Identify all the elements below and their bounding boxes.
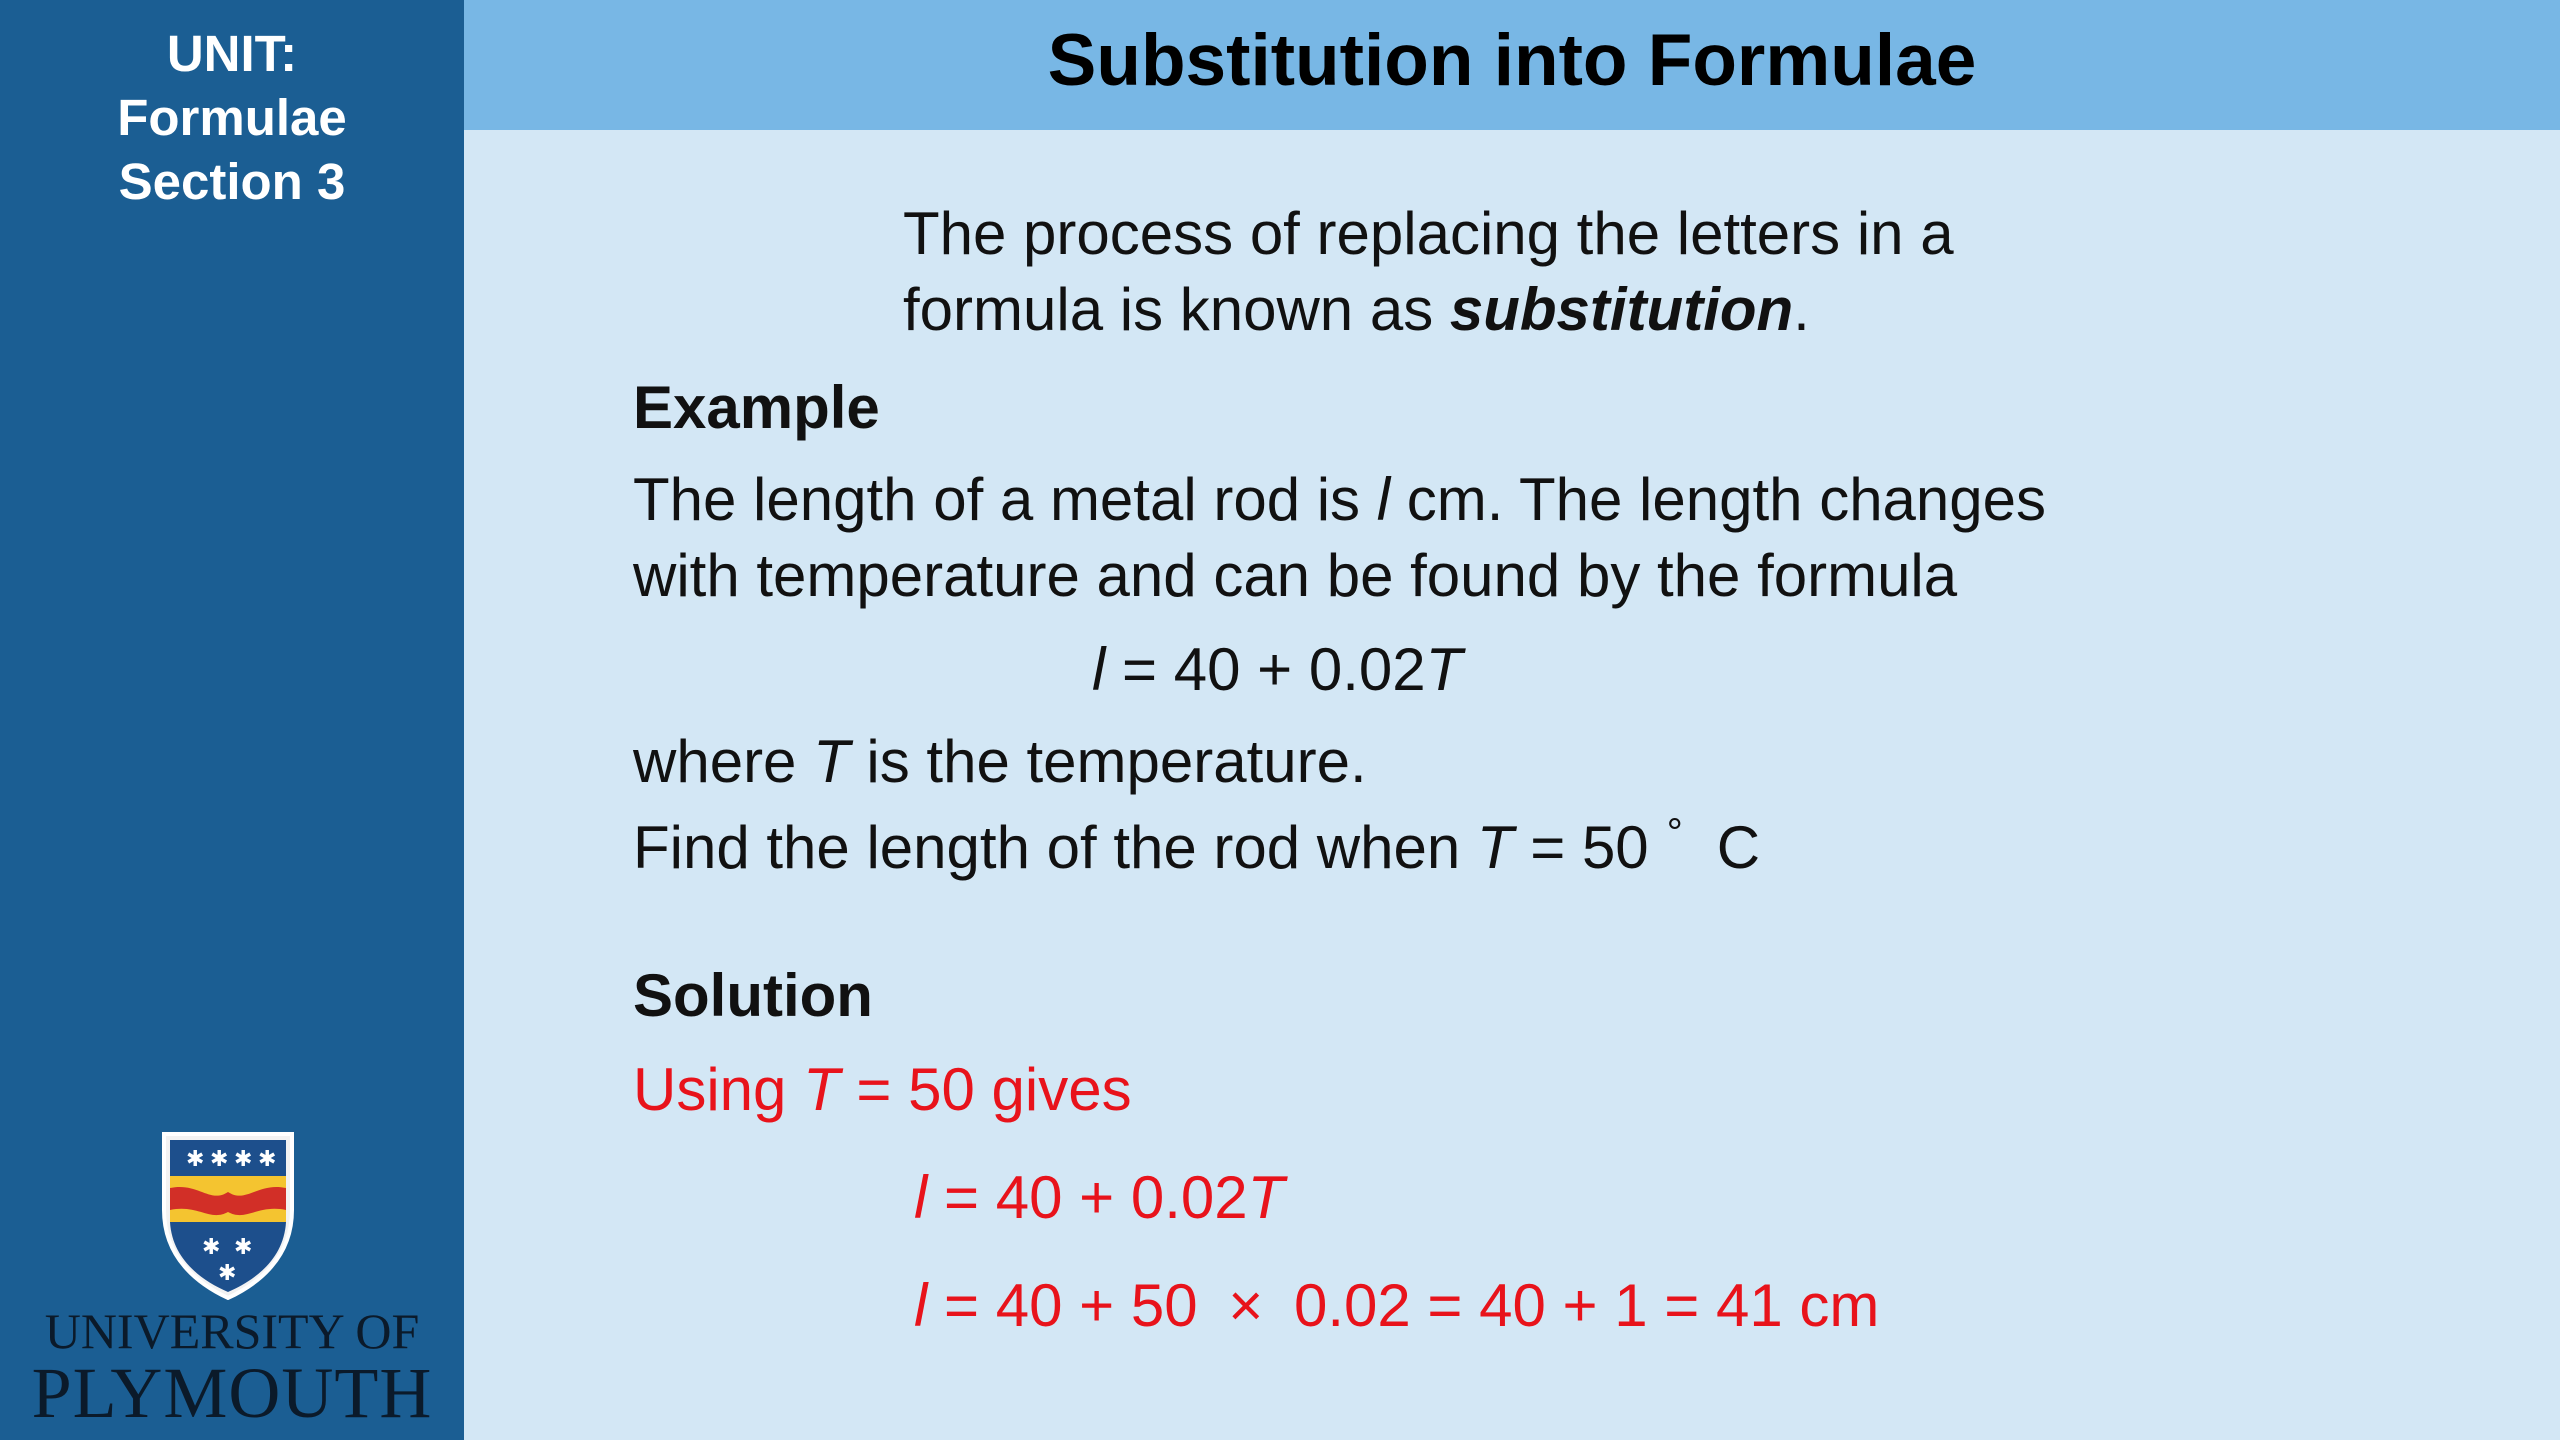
intro-period: . — [1793, 276, 1810, 343]
svg-text:✱: ✱ — [218, 1261, 237, 1286]
university-name-line1: UNIVERSITY OF — [44, 1303, 420, 1359]
degree-symbol: ° — [1666, 811, 1683, 855]
step-expression: = 40 + 50 — [927, 1272, 1215, 1339]
svg-text:✱: ✱ — [234, 1235, 253, 1260]
solution-text: = 50 gives — [839, 1056, 1132, 1123]
question-value: = 50 — [1513, 814, 1649, 881]
solution-line-1 — [633, 1052, 1132, 1128]
step-expression: 0.02 = 40 + 1 = 41 cm — [1277, 1272, 1880, 1339]
question-line — [633, 810, 1760, 893]
times-symbol: × — [1228, 1272, 1264, 1339]
variable-l: l — [914, 1272, 928, 1339]
svg-text:✱: ✱ — [258, 1147, 277, 1172]
svg-text:✱: ✱ — [210, 1147, 229, 1172]
university-name-line2: PLYMOUTH — [31, 1353, 433, 1433]
solution-step-2 — [914, 1268, 1879, 1344]
unit-celsius: C — [1716, 814, 1761, 881]
example-heading: Example — [633, 374, 880, 441]
variable-T: T — [1247, 1164, 1285, 1231]
page-title: Substitution into Formulae — [1047, 20, 1977, 101]
variable-T: T — [1476, 814, 1514, 881]
unit-name: Formulae — [117, 89, 347, 146]
intro-line-1: The process of replacing the letters in a — [903, 200, 1954, 267]
example-text: cm. The length changes — [1390, 466, 2047, 533]
where-line — [633, 724, 1367, 800]
solution-step-1 — [914, 1160, 1284, 1236]
formula — [1092, 632, 1462, 708]
intro-text: formula is known as — [903, 276, 1450, 343]
solution-text: Using — [633, 1056, 804, 1123]
variable-l: l — [914, 1164, 928, 1231]
variable-T: T — [803, 1056, 840, 1123]
key-term: substitution — [1449, 276, 1794, 343]
unit-label: UNIT: — [166, 25, 298, 82]
variable-l: l — [1092, 636, 1106, 703]
variable-l: l — [1376, 466, 1391, 533]
intro-line-2 — [903, 272, 1810, 348]
solution-heading: Solution — [633, 962, 873, 1029]
variable-T: T — [1425, 636, 1463, 703]
example-text: The length of a metal rod is — [633, 466, 1377, 533]
example-line-1 — [633, 462, 2046, 538]
svg-text:✱: ✱ — [202, 1235, 221, 1260]
example-line-2: with temperature and can be found by the formula — [633, 542, 1958, 609]
where-text: where — [633, 728, 814, 795]
section-label: Section 3 — [118, 153, 346, 210]
variable-T: T — [813, 728, 850, 795]
question-text: Find the length of the rod when — [633, 814, 1477, 881]
svg-text:✱: ✱ — [186, 1147, 205, 1172]
formula-expression: = 40 + 0.02 — [1105, 636, 1426, 703]
step-expression: = 40 + 0.02 — [927, 1164, 1248, 1231]
svg-text:✱: ✱ — [234, 1147, 253, 1172]
where-text: is the temperature. — [849, 728, 1367, 795]
